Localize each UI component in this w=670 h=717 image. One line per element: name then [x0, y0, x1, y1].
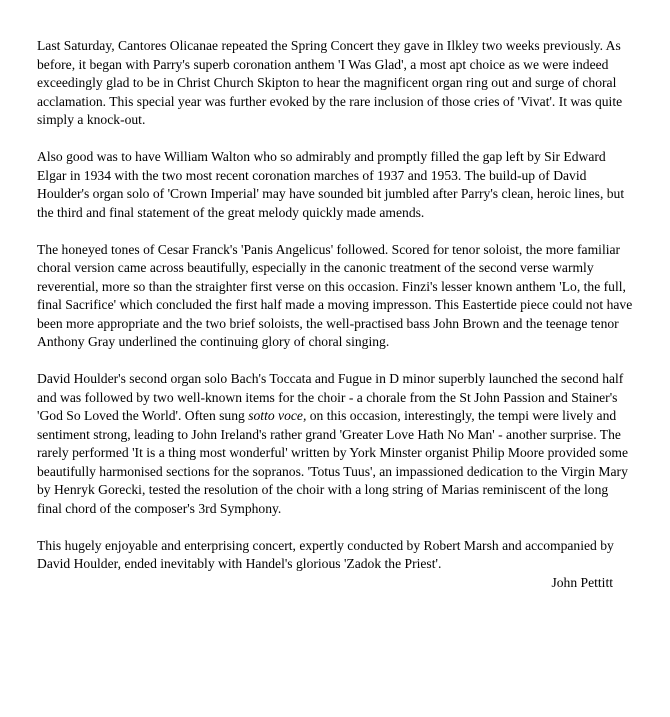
paragraph-2: Also good was to have William Walton who so admirably and promptly filled the gap left by Sir Edward Elgar in 1934 with the two most recent coronation marches of 1937 and 1953. The build-up of David Houlder's organ solo of 'Crown Imperial' may have sounded bit jumbled after Parry's clean, heroic lines, but the third and final statement of the great melody quickly made amends. — [37, 149, 625, 220]
paragraph-4-part-2: on this occasion, interestingly, the tempi were lively and sentiment strong, leading to John Ireland's rather grand 'Greater Love Hath No Man' - another surprise. The rarely performed 'It is a thing most wonderful' written by York Minster organist Philip Moore provided some beautifully harmonised sections for the sopranos. 'Totus Tuus', an impassioned dedication to the Virgin Mary by Henryk Gorecki, tested the resolution of the choir with a long string of Marias reminiscent of the long final chord of the composer's 3rd Symphony. — [37, 408, 628, 516]
article-body — [37, 37, 633, 592]
paragraph-5: This hugely enjoyable and enterprising concert, expertly conducted by Robert Marsh and accompanied by David Houlder, ended inevitably with Handel's glorious 'Zadok the Priest'. — [37, 537, 614, 571]
paragraph-3: The honeyed tones of Cesar Franck's 'Panis Angelicus' followed. Scored for tenor soloist, the more familiar choral version came across beautifully, especially in the canonic treatment of the second verse warmly reverential, more so than the straighter first verse on this occasion. Finzi's lesser known anthem 'Lo, the full, final Sacrifice' which concluded the first half made a moving impresson. This Eastertide piece could not have been more appropriate and the two brief soloists, the well-practised bass John Brown and the teenage tenor Anthony Gray underlined the continuing glory of choral singing. — [37, 241, 633, 349]
paragraph-4-italic: sotto voce, — [248, 408, 307, 423]
paragraph-4-part-1: David Houlder's second organ solo Bach's Toccata and Fugue in D minor superbly launched the second half and was followed by two well-known items for the choir - a chorale from the St John Passion and Stainer's 'God So Loved the World'. Often sung — [37, 371, 624, 423]
paragraph-1: Last Saturday, Cantores Olicanae repeated the Spring Concert they gave in Ilkley two weeks previously. As before, it began with Parry's superb coronation anthem 'I Was Glad', a most apt choice as we were indeed exceedingly glad to be in Christ Church Skipton to hear the magnificent organ ring out and surge of choral acclamation. This special year was further evoked by the rare inclusion of those cries of 'Vivat'. It was quite simply a knock-out. — [37, 38, 623, 127]
author-signature: John Pettitt — [551, 574, 613, 590]
paragraph-4 — [37, 370, 633, 518]
